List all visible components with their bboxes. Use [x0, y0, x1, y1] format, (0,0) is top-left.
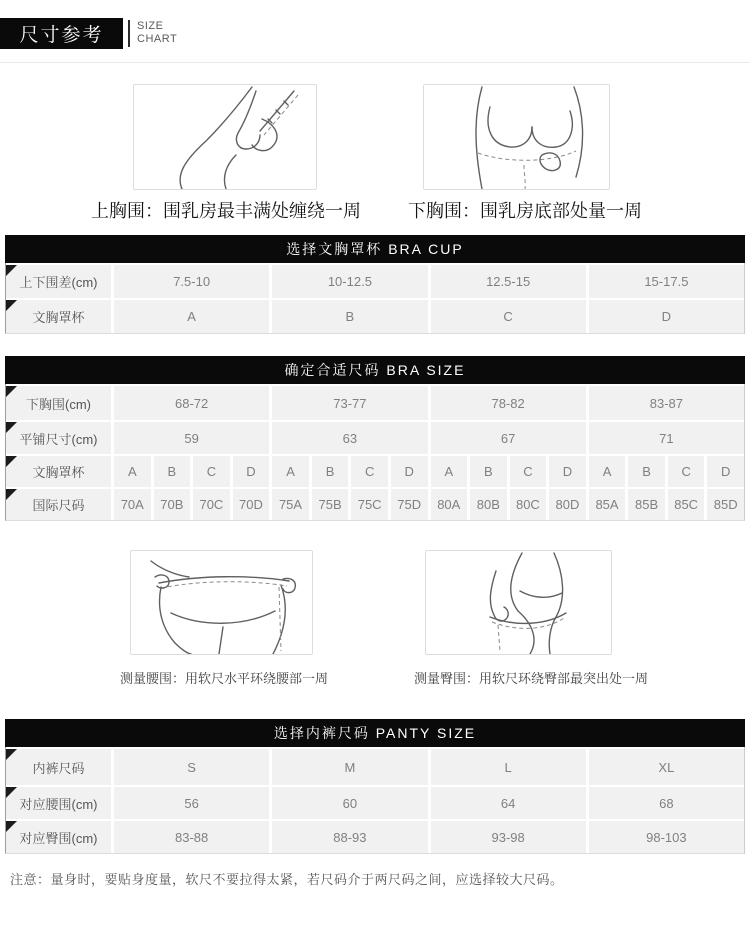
horizontal-rule [0, 62, 750, 63]
table-cell: B [272, 300, 427, 333]
table-row [6, 422, 744, 454]
table-cell: 60 [272, 787, 427, 819]
under-bust-illustration [423, 84, 610, 190]
table-cell: A [272, 456, 309, 487]
row-label: 内裤尺码 [6, 749, 111, 785]
table-cell: 85D [707, 489, 744, 520]
table-row [6, 489, 744, 520]
panty-size-table-title: 选择内裤尺码 PANTY SIZE [5, 719, 745, 747]
upper-bust-illustration [133, 84, 317, 190]
table-cell: D [391, 456, 428, 487]
table-cell: 75B [312, 489, 349, 520]
table-row [6, 821, 744, 853]
row-label: 平铺尺寸(cm) [6, 422, 111, 454]
page-subtitle [137, 20, 177, 46]
table-cell: 75C [351, 489, 388, 520]
table-cell: 70A [114, 489, 151, 520]
table-cell: 56 [114, 787, 269, 819]
page-title: 尺寸参考 [0, 18, 123, 49]
bra-cup-table [5, 235, 745, 334]
table-cell: 88-93 [272, 821, 427, 853]
table-cell: D [233, 456, 270, 487]
hip-measure-illustration [425, 550, 612, 655]
table-cell: 70B [154, 489, 191, 520]
row-label: 上下围差(cm) [6, 265, 111, 298]
table-cell: 15-17.5 [589, 265, 744, 298]
table-cell: 75A [272, 489, 309, 520]
bra-size-table [5, 356, 745, 521]
table-cell: B [312, 456, 349, 487]
table-cell: S [114, 749, 269, 785]
table-cell: 85A [589, 489, 626, 520]
table-cell: D [707, 456, 744, 487]
table-cell: 73-77 [272, 386, 427, 420]
table-cell: 93-98 [431, 821, 586, 853]
table-cell: 83-87 [589, 386, 744, 420]
row-label: 对应臀围(cm) [6, 821, 111, 853]
panty-size-table [5, 719, 745, 854]
table-cell: 68 [589, 787, 744, 819]
table-cell: 75D [391, 489, 428, 520]
header-divider-bar [128, 20, 130, 47]
table-cell: XL [589, 749, 744, 785]
table-cell: 67 [431, 422, 586, 454]
table-cell: 85C [668, 489, 705, 520]
row-label: 文胸罩杯 [6, 300, 111, 333]
table-cell: 64 [431, 787, 586, 819]
measurement-note: 注意：量身时，要贴身度量，软尺不要拉得太紧，若尺码介于两尺码之间，应选择较大尺码。 [10, 872, 564, 887]
table-cell: B [628, 456, 665, 487]
table-cell: 78-82 [431, 386, 586, 420]
table-cell: C [668, 456, 705, 487]
table-cell: 63 [272, 422, 427, 454]
table-cell: 70D [233, 489, 270, 520]
table-row [6, 265, 744, 298]
table-cell: 70C [193, 489, 230, 520]
table-cell: 80B [470, 489, 507, 520]
waist-measure-illustration [130, 550, 313, 655]
table-cell: 85B [628, 489, 665, 520]
table-cell: B [154, 456, 191, 487]
table-cell: D [549, 456, 586, 487]
bra-size-table-title: 确定合适尺码 BRA SIZE [5, 356, 745, 384]
table-cell: 80A [431, 489, 468, 520]
table-cell: 98-103 [589, 821, 744, 853]
table-row [6, 386, 744, 420]
row-label: 下胸围(cm) [6, 386, 111, 420]
table-row [6, 749, 744, 785]
upper-bust-caption: 上胸围：围乳房最丰满处缠绕一周 [91, 201, 361, 221]
table-cell: A [114, 456, 151, 487]
table-cell: 59 [114, 422, 269, 454]
hip-measure-caption: 测量臀围：用软尺环绕臀部最突出处一周 [414, 671, 649, 686]
table-cell: 71 [589, 422, 744, 454]
row-label: 国际尺码 [6, 489, 111, 520]
table-cell: A [114, 300, 269, 333]
table-row [6, 787, 744, 819]
under-bust-caption: 下胸围：围乳房底部处量一周 [408, 201, 642, 221]
table-cell: M [272, 749, 427, 785]
table-cell: 12.5-15 [431, 265, 586, 298]
table-cell: 7.5-10 [114, 265, 269, 298]
table-cell: A [431, 456, 468, 487]
table-cell: D [589, 300, 744, 333]
table-cell: 80D [549, 489, 586, 520]
table-cell: 10-12.5 [272, 265, 427, 298]
table-cell: C [351, 456, 388, 487]
row-label: 对应腰围(cm) [6, 787, 111, 819]
table-cell: B [470, 456, 507, 487]
table-cell: 83-88 [114, 821, 269, 853]
waist-measure-caption: 测量腰围：用软尺水平环绕腰部一周 [120, 671, 329, 686]
table-cell: 68-72 [114, 386, 269, 420]
table-row [6, 300, 744, 333]
table-cell: A [589, 456, 626, 487]
table-cell: L [431, 749, 586, 785]
table-cell: C [510, 456, 547, 487]
page-subtitle-line2: CHART [137, 33, 178, 45]
page-subtitle-line1: SIZE [137, 20, 164, 32]
table-row [6, 456, 744, 487]
table-cell: 80C [510, 489, 547, 520]
table-cell: C [193, 456, 230, 487]
table-cell: C [431, 300, 586, 333]
row-label: 文胸罩杯 [6, 456, 111, 487]
bra-cup-table-title: 选择文胸罩杯 BRA CUP [5, 235, 745, 263]
